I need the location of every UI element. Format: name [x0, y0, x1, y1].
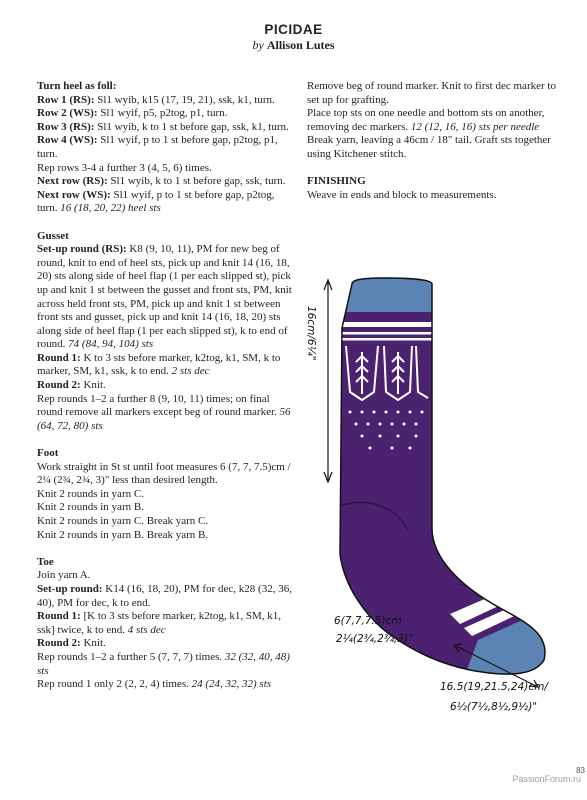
instruction-label: Next row (RS): — [37, 175, 108, 188]
foot-circ-label-cm: 6(7,7,7.5)cm — [334, 615, 402, 627]
instruction-text: K14 (16, 18, 20), PM for dec, k28 (32, 36, 40), PM for dec, k to end. — [37, 582, 292, 609]
instruction-label: Round 1: — [37, 610, 81, 623]
section-finishing — [307, 175, 557, 202]
instruction-text: Place top sts on one needle and bottom sts on another, removing dec markers. — [307, 107, 545, 133]
byline — [0, 38, 587, 53]
leg-length-label: 16cm/6¼" — [305, 306, 317, 361]
foot-length-label-cm: 16.5(19,21.5,24)cm/ — [440, 681, 548, 693]
left-column — [37, 80, 295, 705]
instruction-line — [37, 352, 295, 379]
instruction-line — [37, 583, 295, 610]
stitch-count: 56 (64, 72, 80) sts — [37, 406, 291, 432]
instruction-label: Row 4 (WS): — [37, 134, 98, 147]
instruction-line — [37, 121, 295, 135]
stitch-count: 74 (84, 94, 104) sts — [68, 338, 154, 351]
instruction-line — [37, 610, 295, 637]
instruction-label: Set-up round: — [37, 582, 103, 595]
stitch-count: 16 (18, 20, 22) heel sts — [60, 202, 161, 215]
author-name: Allison Lutes — [266, 38, 335, 52]
instruction-line — [37, 243, 295, 352]
instruction-line — [37, 651, 295, 678]
section-heading: Foot — [37, 447, 59, 460]
instruction-line — [37, 569, 295, 583]
right-column — [307, 80, 557, 216]
section-heading: Gusset — [37, 229, 69, 242]
sock-cuff — [300, 268, 585, 312]
instruction-line — [37, 678, 295, 692]
sock-diagram — [300, 268, 585, 728]
instruction-text: Rep round 1 only 2 (2, 2, 4) times. — [37, 678, 192, 691]
instruction-line — [37, 134, 295, 161]
instruction-text: Join yarn A. — [37, 569, 91, 582]
instruction-label: Round 2: — [37, 379, 81, 392]
section-toe — [37, 556, 295, 692]
finishing-heading: FINISHING — [307, 175, 366, 188]
page-number: 83 — [576, 766, 585, 775]
instruction-line — [37, 175, 295, 189]
instruction-text: Knit 2 rounds in yarn B. — [37, 501, 144, 514]
instruction-line — [37, 393, 295, 434]
instruction-label: Round 1: — [37, 351, 81, 364]
instruction-text: Sl1 wyif, p to 1 st before gap, p2tog, turn. — [37, 188, 275, 215]
instruction-line — [37, 162, 295, 176]
instruction-text: Rep rounds 1–2 a further 8 (9, 10, 11) times; on final round remove all markers except beg of round marker. — [37, 392, 280, 419]
section-heading: Toe — [37, 555, 54, 568]
instruction-label: Row 3 (RS): — [37, 120, 95, 133]
foot-circ-label-in: 2¼(2¾,2¾,3)" — [336, 633, 413, 645]
byline-by: by — [252, 38, 264, 52]
instruction-text: Sl1 wyib, k15 (17, 19, 21), ssk, k1, turn. — [94, 93, 275, 106]
instruction-text: Knit 2 rounds in yarn B. Break yarn B. — [37, 528, 209, 541]
instruction-text: Rep rows 3-4 a further 3 (4, 5, 6) times. — [37, 161, 212, 174]
instruction-line — [37, 189, 295, 216]
foot-length-label-in: 6½(7½,8½,9½)" — [450, 701, 538, 713]
stitch-count: 4 sts dec — [127, 623, 166, 636]
instruction-label: Round 2: — [37, 637, 81, 650]
instruction-line — [307, 107, 557, 134]
instruction-line — [37, 107, 295, 121]
instruction-label: Row 2 (WS): — [37, 107, 98, 120]
stitch-count: 12 (12, 16, 16) sts per needle — [410, 120, 540, 133]
section-turn-heel — [37, 80, 295, 216]
stitch-count: 32 (32, 40, 48) sts — [37, 650, 290, 677]
instruction-line — [37, 94, 295, 108]
instruction-text: Knit. — [80, 379, 106, 392]
instruction-label: Set-up round (RS): — [37, 243, 127, 256]
section-foot — [37, 447, 295, 542]
instruction-text: Knit 2 rounds in yarn C. — [37, 487, 144, 500]
instruction-text: Break yarn, leaving a 46cm / 18" tail. Graft sts together using Kitchener stitch. — [307, 134, 551, 160]
instruction-text: Sl1 wyif, p5, p2tog, p1, turn. — [97, 107, 228, 120]
instruction-text: K to 3 sts before marker, k2tog, k1, SM, k to marker, SM, k1, ssk, k to end. — [37, 351, 281, 378]
instruction-text: [K to 3 sts before marker, k2tog, k1, SM, k1, ssk] twice, k to end. — [37, 610, 282, 636]
instruction-text: Knit. — [80, 637, 106, 650]
instruction-line — [307, 80, 557, 107]
instruction-label: Row 1 (RS): — [37, 93, 95, 106]
instruction-text: Rep rounds 1–2 a further 5 (7, 7, 7) times. — [37, 650, 225, 663]
instruction-line — [37, 379, 295, 393]
instruction-line — [37, 515, 295, 529]
leg-length-arrow — [324, 280, 332, 482]
instruction-text: Knit 2 rounds in yarn C. Break yarn C. — [37, 515, 209, 527]
instruction-text: Work straight in St st until foot measures 6 (7, 7, 7.5)cm / 2¼ (2¾, 2¾, 3)" less than desired length. — [37, 460, 291, 487]
instruction-line — [37, 488, 295, 502]
instruction-text: Remove beg of round marker. Knit to first dec marker to set up for grafting. — [307, 80, 556, 106]
stitch-count: 2 sts dec — [171, 365, 210, 378]
instruction-text: Sl1 wyib, k to 1 st before gap, ssk, k1, turn. — [94, 120, 289, 133]
stitch-count: 24 (24, 32, 32) sts — [191, 678, 272, 691]
instruction-label: Next row (WS): — [37, 188, 111, 201]
instruction-text: K8 (9, 10, 11), PM for new beg of round, knit to end of heel sts, pick up and knit 14 (16, 18, 20) sts along side of heel flap (1 per each slipped st), pick up and knit 1 st between the gusset and front sts, PM, knit across held front sts, PM, pick up and knit 1 st between front sts and gusset, pick up and knit 14 (16, 18, 20) sts along side of heel flap (1 per each slipped st), k to end of round. — [37, 243, 292, 351]
instruction-line — [37, 529, 295, 543]
finishing-text: Weave in ends and block to measurements. — [307, 188, 497, 201]
instruction-text: Sl1 wyif, p to 1 st before gap, p2tog, p1, turn. — [37, 134, 278, 160]
instruction-line — [37, 637, 295, 651]
instruction-text: Sl1 wyib, k to 1 st before gap, ssk, turn. — [107, 175, 286, 188]
instruction-line — [307, 134, 557, 161]
section-gusset — [37, 230, 295, 434]
section-heading: Turn heel as foll: — [37, 80, 117, 92]
watermark: PassionForum.ru — [512, 774, 581, 784]
instruction-line — [37, 461, 295, 488]
pattern-title: PICIDAE — [264, 22, 323, 37]
section-grafting — [307, 80, 557, 162]
instruction-line — [37, 501, 295, 515]
